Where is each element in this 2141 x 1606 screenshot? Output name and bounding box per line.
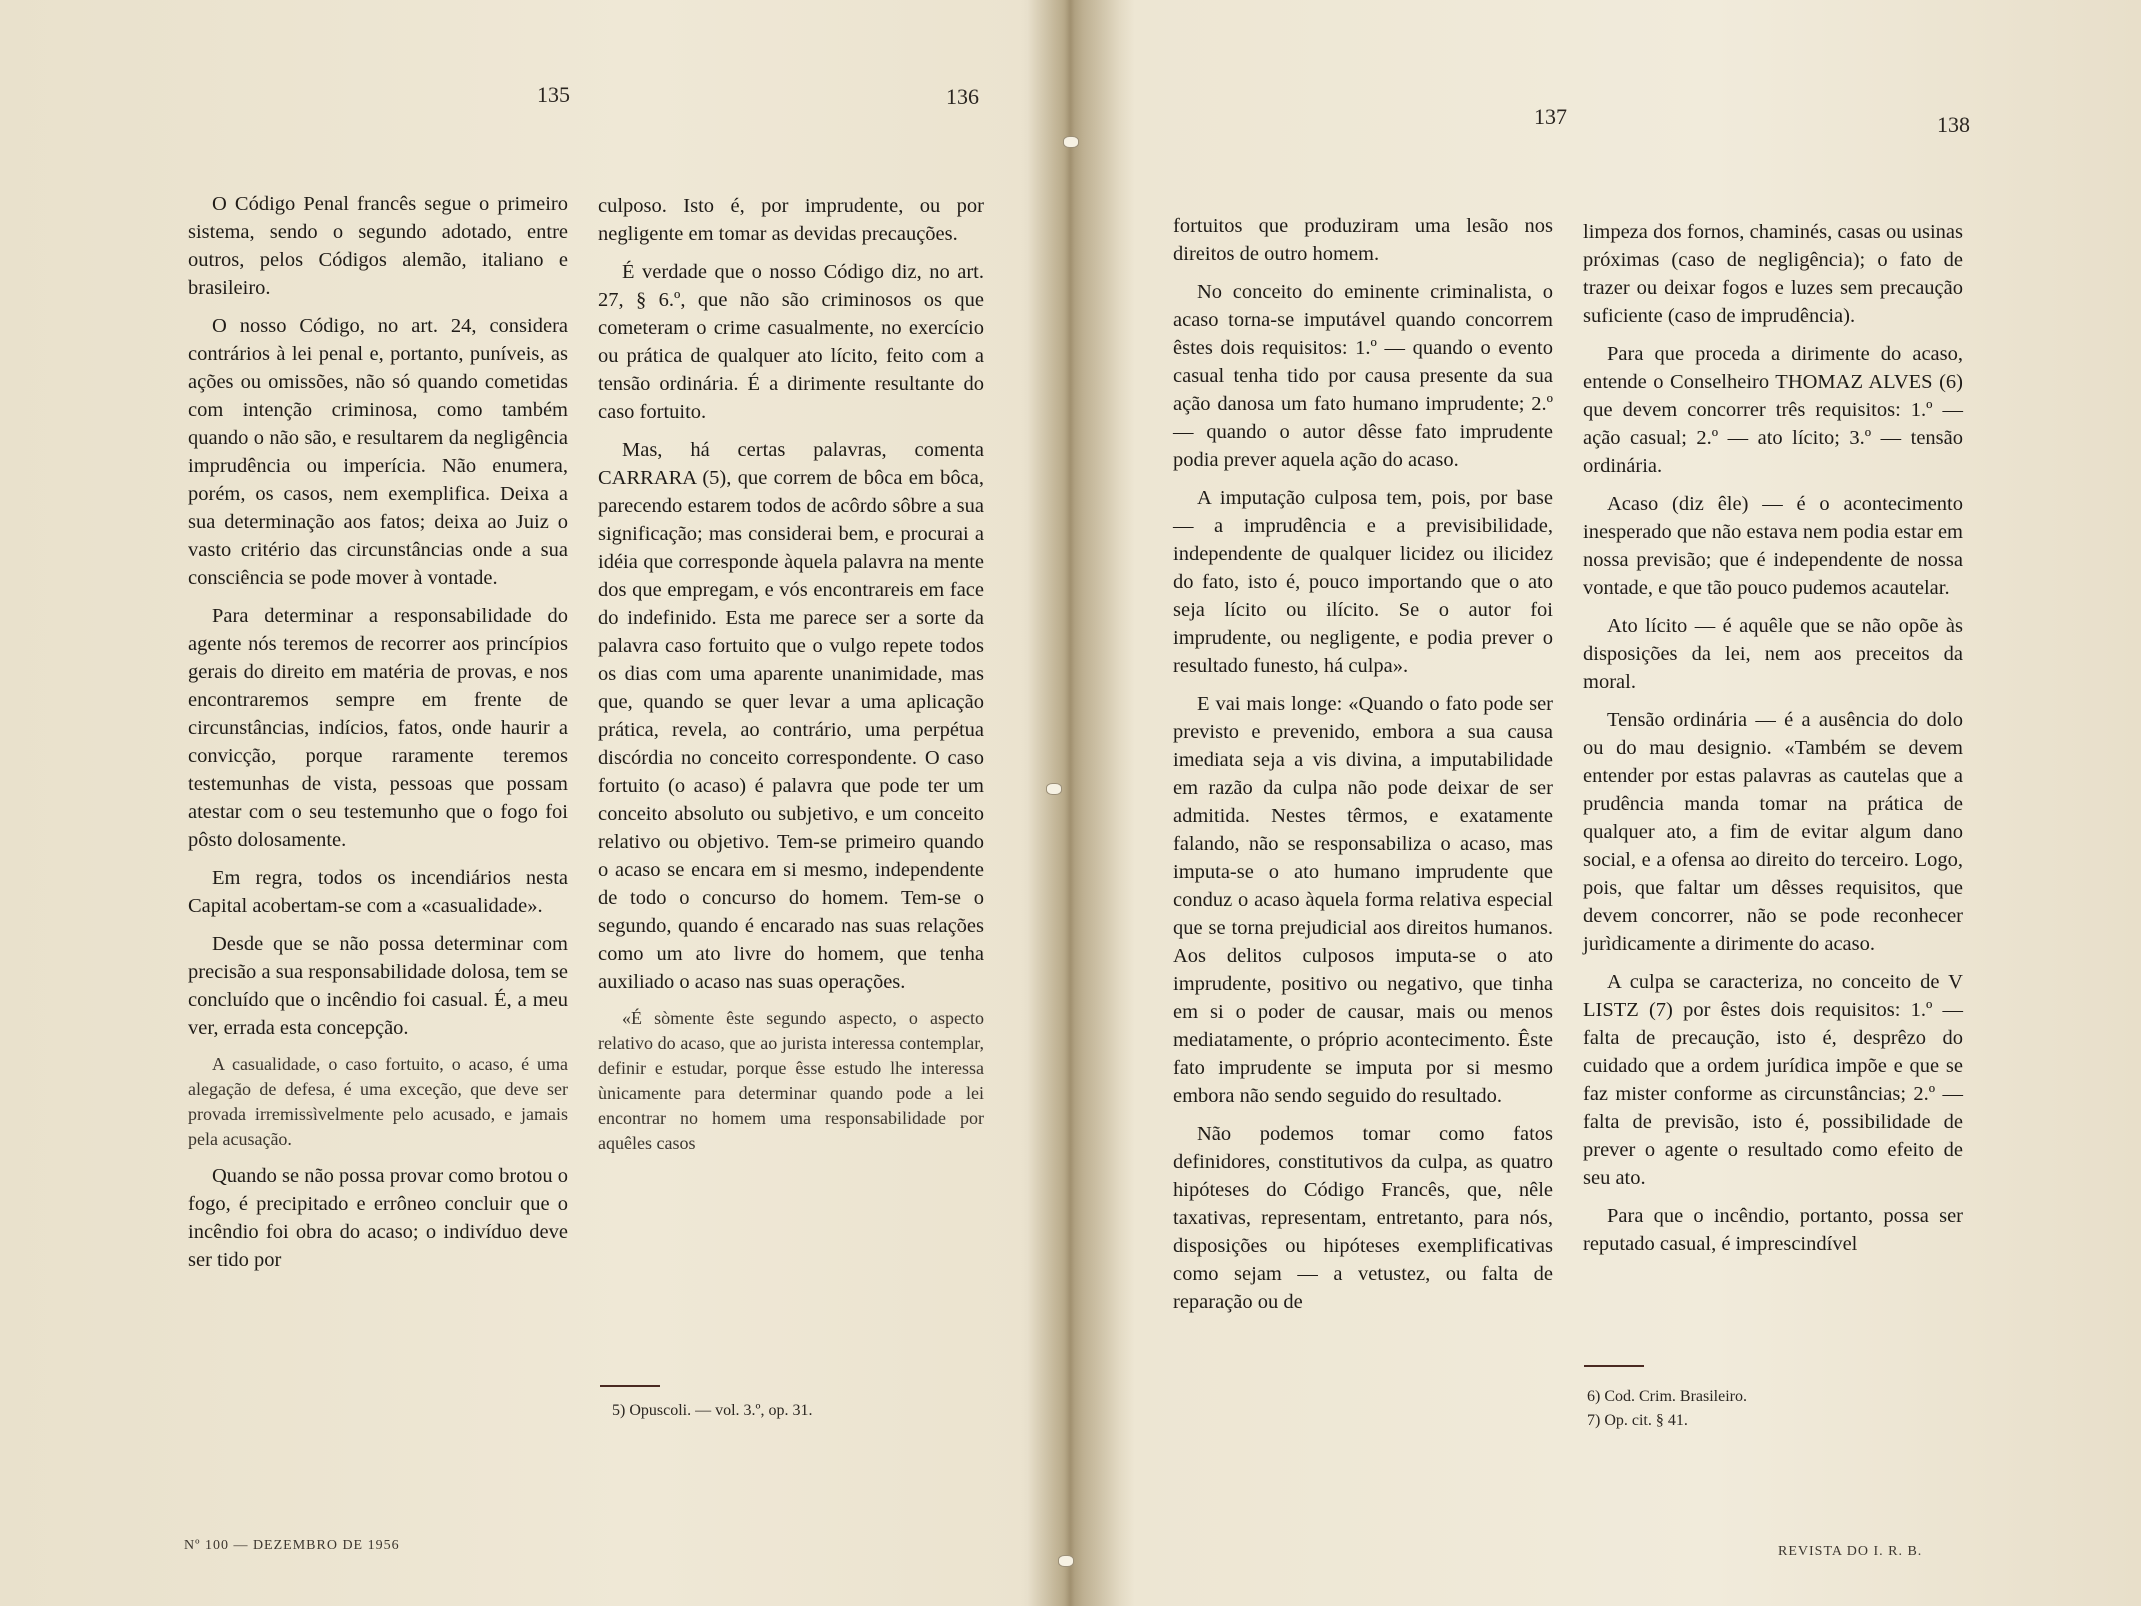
page-number: 135 [537, 82, 570, 107]
paragraph: Acaso (diz êle) — é o acontecimento inesperado que não estava nem podia estar em nossa previsão; que é independente de nossa vontade, e que tão pouco pudemos acautelar. [1583, 493, 1963, 599]
binding-stitch [1063, 136, 1079, 148]
page-number: 138 [1937, 112, 1970, 137]
paragraph: fortuitos que produziram uma lesão nos direitos de outro homem. [1173, 215, 1553, 265]
paragraph: Quando se não possa provar como brotou o fogo, é precipitado e errôneo concluir que o incêndio foi obra do acaso; o indivíduo deve ser tido por [188, 1165, 568, 1271]
paragraph: A casualidade, o caso fortuito, o acaso, é uma alegação de defesa, é uma exceção, que deve ser provada irremissìvelmente pelo acusado, e jamais pela acusação. [188, 1054, 568, 1149]
text-column-page-135 [188, 190, 568, 1284]
paragraph: culposo. Isto é, por imprudente, ou por negligente em tomar as devidas precauções. [598, 195, 984, 245]
paragraph: É verdade que o nosso Código diz, no art. 27, § 6.º, que não são criminosos os que cometeram o crime casualmente, no exercício ou prática de qualquer ato lícito, feito com a tensão ordinária. É a dirimente resultante do caso fortuito. [598, 261, 984, 423]
paragraph: Para que proceda a dirimente do acaso, entende o Conselheiro THOMAZ ALVES (6) que devem concorrer três requisitos: 1.º — ação casual; 2.º — ato lícito; 3.º — tensão ordinária. [1583, 343, 1963, 477]
paragraph: Para determinar a responsabilidade do agente nós teremos de recorrer aos princípios gerais do direito em matéria de provas, e nos encontraremos sempre em frente de circunstâncias, indícios, fatos, onde haurir a convicção, porque raramente teremos testemunhas de vista, pessoas que possam atestar com o seu testemunho que o fogo foi pôsto dolosamente. [188, 605, 568, 851]
binding-stitch [1058, 1555, 1074, 1567]
text-column-page-138 [1583, 218, 1963, 1268]
text-column-page-137 [1173, 212, 1553, 1326]
footnote: 5) Opuscoli. — vol. 3.º, op. 31. [612, 1402, 813, 1419]
paragraph: Mas, há certas palavras, comenta CARRARA (5), que correm de bôca em bôca, parecendo estarem todos de acôrdo sôbre a sua significação; mas considerai bem, e procurai a idéia que corresponde àquela palavra na mente dos que empregam, e vós encontrareis em face do indefinido. Esta me parece ser a sorte da palavra caso fortuito que o vulgo repete todos os dias com uma aparente unanimidade, mas que, quando se quer levar a uma aplicação prática, revela, ao contrário, uma perpétua discórdia no conceito correspondente. O caso fortuito (o acaso) é palavra que pode ter um conceito absoluto ou subjetivo, e um conceito relativo ou objetivo. Tem-se primeiro quando o acaso se encara em si mesmo, independente de todo o concurso do homem. Tem-se o segundo, quando é encarado nas suas relações como um ato livre do homem, que tenha auxiliado o acaso nas suas operações. [598, 439, 984, 993]
paragraph: A culpa se caracteriza, no conceito de V LISTZ (7) por êstes dois requisitos: 1.º — falta de precaução, isto é, desprêzo do cuidado que a ordem jurídica impõe e que se faz mister conforme as circunstâncias; 2.º — falta de previsão, isto é, possibilidade de prever o agente o resultado como efeito de seu ato. [1583, 971, 1963, 1189]
footnote: 7) Op. cit. § 41. [1587, 1412, 1688, 1429]
binding-stitch [1046, 783, 1062, 795]
paragraph: Ato lícito — é aquêle que se não opõe às disposições da lei, nem aos preceitos da moral. [1583, 615, 1963, 693]
journal-footer: REVISTA DO I. R. B. [1778, 1544, 1923, 1559]
paragraph: O Código Penal francês segue o primeiro sistema, sendo o segundo adotado, entre outros, pelos Códigos alemão, italiano e brasileiro. [188, 193, 568, 299]
paragraph: «É sòmente êste segundo aspecto, o aspecto relativo do acaso, que ao jurista interessa contemplar, definir e estudar, porque êsse estudo lhe interessa ùnicamente para determinar quando pode a lei encontrar no homem uma responsabilidade por aquêles casos [598, 1008, 984, 1153]
paragraph: Para que o incêndio, portanto, possa ser reputado casual, é imprescindível [1583, 1205, 1963, 1255]
footnote-rule [1584, 1365, 1644, 1367]
issue-footer: Nº 100 — DEZEMBRO DE 1956 [184, 1538, 400, 1553]
book-gutter [1020, 0, 1120, 1606]
page-number: 136 [946, 84, 979, 109]
paragraph: No conceito do eminente criminalista, o acaso torna-se imputável quando concorrem êstes dois requisitos: 1.º — quando o evento casual tenha tido por causa presente da sua ação danosa um fato humano imprudente; 2.º — quando o autor dêsse fato imprudente podia prever aquela ação do acaso. [1173, 281, 1553, 471]
page-number: 137 [1534, 104, 1567, 129]
paragraph: Desde que se não possa determinar com precisão a sua responsabilidade dolosa, tem se concluído que o incêndio foi casual. É, a meu ver, errada esta concepção. [188, 933, 568, 1039]
footnote: 6) Cod. Crim. Brasileiro. [1587, 1388, 1747, 1405]
footnote-rule [600, 1385, 660, 1387]
text-column-page-136 [598, 192, 984, 1166]
paragraph: Em regra, todos os incendiários nesta Capital acobertam-se com a «casualidade». [188, 867, 568, 917]
paragraph: E vai mais longe: «Quando o fato pode ser previsto e prevenido, embora a sua causa imediata seja a vis divina, a imputabilidade em razão da culpa não pode deixar de ser admitida. Nestes têrmos, e exatamente falando, não se responsabiliza o acaso, mas imputa-se o ato humano imprudente que conduz o acaso àquela forma relativa especial que se torna prejudicial aos direitos humanos. Aos delitos culposos imputa-se o ato imprudente, positivo ou negativo, que tinha em si o poder de causar, mais ou menos mediatamente, o próprio acontecimento. Êste fato imprudente se imputa por si mesmo embora não sendo seguido do resultado. [1173, 693, 1553, 1107]
paragraph: limpeza dos fornos, chaminés, casas ou usinas próximas (caso de negligência); o fato de trazer ou deixar fogos e luzes sem precaução suficiente (caso de imprudência). [1583, 221, 1963, 327]
paragraph: A imputação culposa tem, pois, por base — a imprudência e a previsibilidade, independente de qualquer licidez ou ilicidez do fato, isto é, pouco importando que o ato seja lícito ou ilícito. Se o autor foi imprudente, ou negligente, e podia prever o resultado funesto, há culpa». [1173, 487, 1553, 677]
paragraph: O nosso Código, no art. 24, considera contrários à lei penal e, portanto, puníveis, as ações ou omissões, não só quando cometidas com intenção criminosa, como também quando o não são, e resultarem da negligência imprudência ou imperícia. Não enumera, porém, os casos, nem exemplifica. Deixa a sua determinação aos fatos; deixa ao Juiz o vasto critério das circunstâncias onde a sua consciência se pode mover à vontade. [188, 315, 568, 589]
paragraph: Não podemos tomar como fatos definidores, constitutivos da culpa, as quatro hipóteses do Código Francês, que, nêle taxativas, representam, entretanto, para nós, disposições ou hipóteses exemplificativas como sejam — a vetustez, ou falta de reparação ou de [1173, 1123, 1553, 1313]
paragraph: Tensão ordinária — é a ausência do dolo ou do mau designio. «Também se devem entender por estas palavras as cautelas que a prudência manda tomar na prática de qualquer ato, a fim de evitar algum dano social, e a ofensa ao direito do terceiro. Logo, pois, que faltar um dêsses requisitos, que devem concorrer, não se pode reconhecer jurìdicamente a dirimente do acaso. [1583, 709, 1963, 955]
